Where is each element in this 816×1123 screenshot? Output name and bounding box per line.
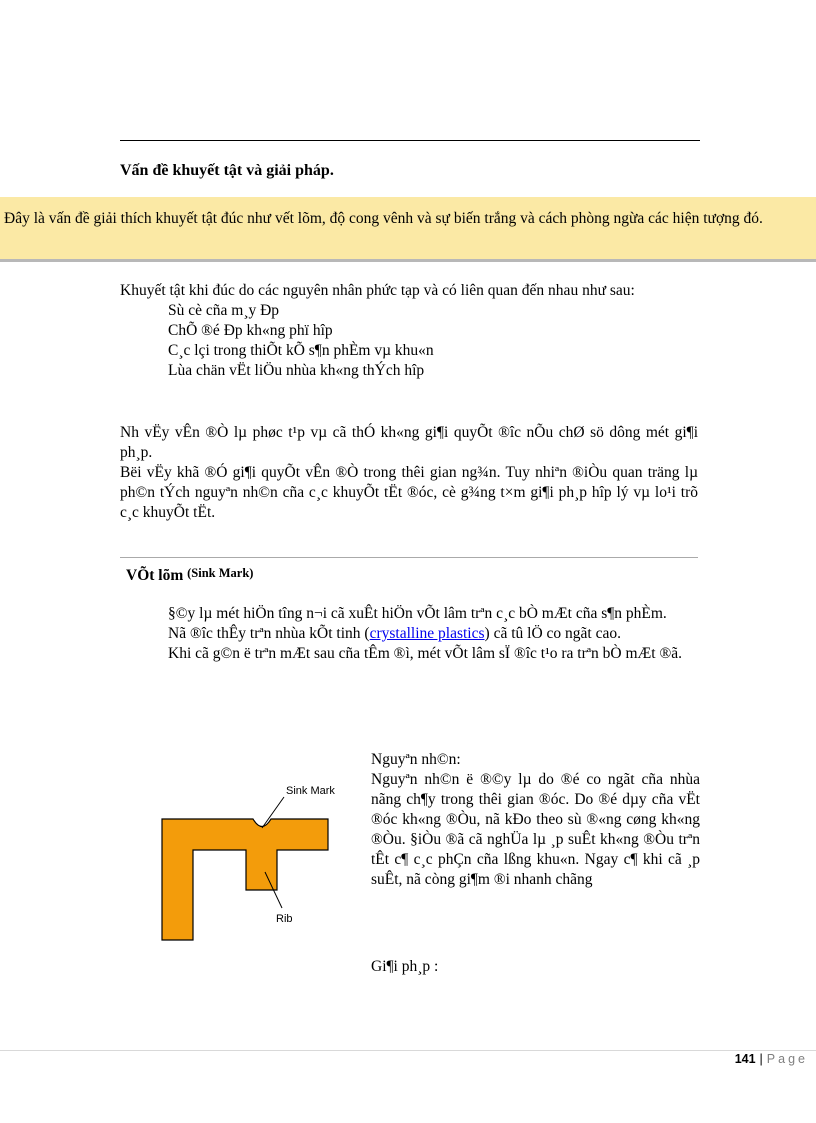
section-title-vi: VÕt lõm	[126, 567, 184, 584]
sink-description	[168, 604, 698, 664]
page-title: Vấn đề khuyết tật và giải pháp.	[120, 162, 334, 179]
cause-block	[371, 750, 700, 890]
sink-mark-diagram	[160, 776, 360, 946]
cause-item: Sù cè cña m¸y Ðp	[168, 302, 280, 319]
sink-para-2-end: ) cã tû lÖ co ngãt cao.	[484, 625, 621, 642]
analysis-block	[120, 423, 698, 523]
part-cross-section	[162, 819, 328, 940]
intro-highlight-box	[0, 197, 816, 262]
cause-text: Nguyªn nh©n ë ®©y lµ do ®é co ngãt cña nhùa nãng ch¶y trong thêi gian ®óc. Do ®é dµy cña vËt ®óc kh«ng ®Òu, nã kÐo theo sù ®«ng cøng kh«ng ®Òu. §iÒu ®ã cã nghÜa lµ ¸p suÊt kh«ng ®Òu trªn tÊt c¶ c¸c phÇn cña lßng khu«n. Ngay c¶ khi cã ¸p suÊt, nã còng gi¶m ®i nhanh chãng	[371, 771, 700, 888]
page-number: 141	[734, 1052, 756, 1066]
intro-text: Đây là vấn đề giải thích khuyết tật đúc như vết lõm, độ cong vênh và sự biến trắng và cách phòng ngừa các hiện tượng đó.	[4, 210, 763, 227]
cause-item: C¸c lçi trong thiÕt kÕ s¶n phÈm vµ khu«n	[168, 342, 434, 359]
para-boivay: Bëi vËy khã ®Ó gi¶i quyÕt vÊn ®Ò trong thêi gian ng¾n. Tuy nhiªn ®iÒu quan träng lµ ph©n tÝch nguyªn nh©n cña c¸c khuyÕt tËt ®óc, cè g¾ng t×m gi¶i ph¸p hîp lý vµ lo¹i trõ c¸c khuyÕt tËt.	[120, 464, 698, 521]
sink-para-1: §©y lµ mét hiÖn tîng n¬i cã xuÊt hiÖn vÕt lâm trªn c¸c bÒ mÆt cña s¶n phÈm.	[168, 605, 667, 622]
sink-para-3: Khi cã g©n ë trªn mÆt sau cña tÊm ®ì, mét vÕt lâm sÏ ®îc t¹o ra trªn bÒ mÆt ®ã.	[168, 645, 683, 662]
top-rule	[120, 140, 700, 141]
solution-heading: Gi¶i ph¸p :	[371, 958, 439, 975]
page-word: Page	[766, 1052, 808, 1066]
sink-para-2	[168, 624, 698, 644]
causes-block	[120, 281, 698, 381]
footer-rule	[0, 1050, 816, 1051]
page-footer	[735, 1052, 808, 1066]
causes-intro: Khuyết tật khi đúc do các nguyên nhân phức tạp và có liên quan đến nhau như sau:	[120, 282, 635, 299]
sink-para-2-start: Nã ®îc thÊy trªn nhùa kÕt tinh (	[168, 625, 370, 642]
section-title	[126, 566, 253, 585]
cause-heading: Nguyªn nh©n:	[371, 751, 461, 768]
cause-item: Lùa chän vËt liÖu nhùa kh«ng thÝch hîp	[168, 362, 425, 379]
footer-separator: |	[759, 1052, 763, 1066]
crystalline-plastics-link[interactable]: crystalline plastics	[369, 625, 485, 642]
section-rule	[120, 557, 698, 558]
sink-mark-label: Sink Mark	[286, 785, 335, 797]
section-title-en: (Sink Mark)	[187, 566, 254, 580]
rib-label: Rib	[276, 913, 293, 925]
cause-item: ChÕ ®é Ðp kh«ng phï hîp	[168, 322, 333, 339]
para-nhuvay: Nh vËy vÊn ®Ò lµ phøc t¹p vµ cã thÓ kh«ng gi¶i quyÕt ®îc nÕu chØ sö dông mét gi¶i ph¸p.	[120, 424, 698, 461]
